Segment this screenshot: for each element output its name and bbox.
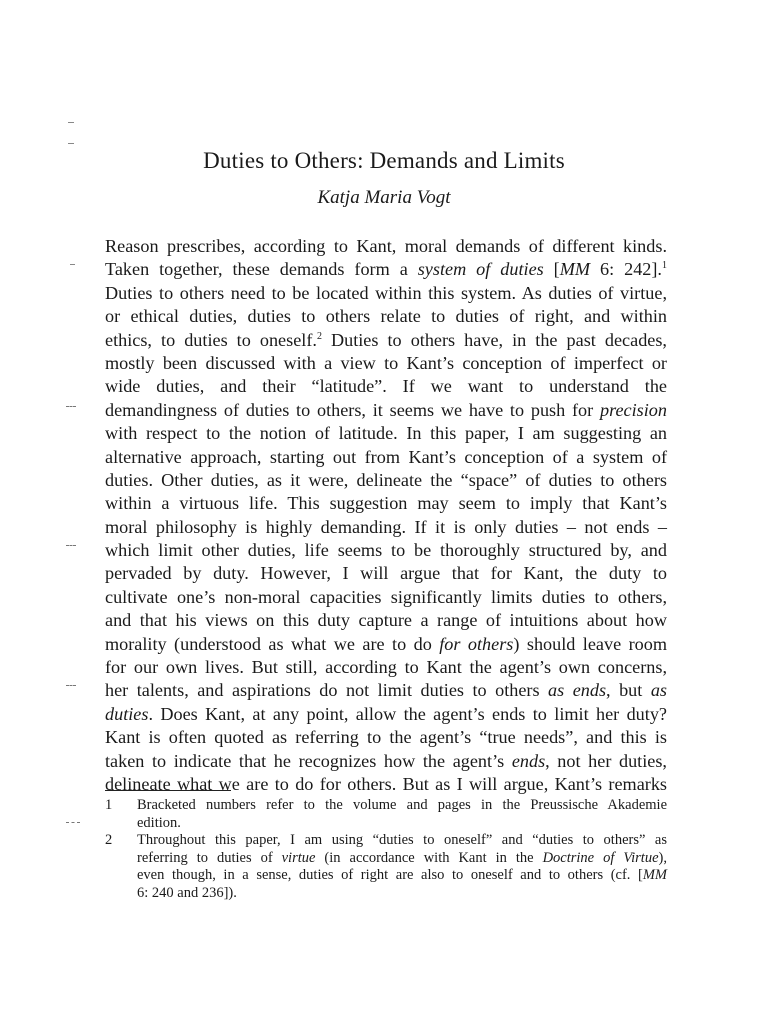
text-segment: alternative approach, starting out from Kant’s conception of a system of xyxy=(105,446,667,467)
footnote-line xyxy=(137,850,667,868)
page-title: Duties to Others: Demands and Limits xyxy=(203,148,565,173)
text-segment: virtue xyxy=(281,849,316,866)
text-segment: Bracketed numbers refer to the volume and pages in the Preussische Akademie xyxy=(137,797,667,813)
text-segment: 6: 242]. xyxy=(590,259,662,280)
footnote-rule xyxy=(105,790,231,791)
body-line xyxy=(105,375,667,398)
footnote-number: 2 xyxy=(105,832,113,848)
text-segment: wide duties, and their “latitude”. If we want to understand the xyxy=(105,376,667,397)
text-segment: delineate what we are to do for others. But as I will argue, Kant’s remarks xyxy=(105,773,667,794)
text-segment: for others xyxy=(439,633,514,654)
text-segment: morality (understood as what we are to do xyxy=(105,633,440,654)
body-line xyxy=(105,422,667,445)
text-segment: or ethical duties, duties to others relate to duties of right, and within xyxy=(105,306,667,327)
text-segment: Kant is often quoted as referring to the agent’s “true needs”, and this is xyxy=(105,727,667,748)
body-line xyxy=(105,492,667,515)
body-line xyxy=(105,586,667,609)
text-segment: 6: 240 and 236]). xyxy=(137,884,237,901)
text-segment: ends xyxy=(511,750,546,771)
footnote-line xyxy=(137,815,667,833)
text-segment: even though, in a sense, duties of right are also to oneself and to others (cf. [ xyxy=(137,867,643,883)
text-segment: within a virtuous life. This suggestion may seem to imply that Kant’s xyxy=(105,493,667,514)
author-name: Katja Maria Vogt xyxy=(317,187,451,208)
body-line xyxy=(105,539,667,562)
body-text xyxy=(105,235,667,796)
body-line xyxy=(105,516,667,539)
footnote-line xyxy=(137,832,667,850)
text-segment: , but xyxy=(606,680,651,701)
text-segment: Throughout this paper, I am using “duties to oneself” and “duties to others” as xyxy=(137,832,667,848)
footnote xyxy=(105,797,667,832)
text-segment: her talents, and aspirations do not limit duties to others xyxy=(105,680,549,701)
margin-mark xyxy=(68,143,74,144)
text-segment: edition. xyxy=(137,814,181,831)
body-line xyxy=(105,282,667,305)
body-line xyxy=(105,633,667,656)
text-segment: , not her duties, xyxy=(545,750,667,771)
footnote xyxy=(105,832,667,902)
text-segment: MM xyxy=(642,867,667,883)
text-segment: Reason prescribes, according to Kant, moral demands of different kinds. xyxy=(105,236,667,256)
text-segment: MM xyxy=(559,259,591,280)
body-line xyxy=(105,750,667,773)
text-segment: referring to duties of xyxy=(137,849,282,866)
text-segment: mostly been discussed with a view to Kant’s conception of imperfect or xyxy=(105,352,667,373)
margin-mark xyxy=(66,545,76,546)
body-line xyxy=(105,469,667,492)
text-segment: taken to indicate that he recognizes how the agent’s xyxy=(105,750,512,771)
body-line xyxy=(105,235,667,258)
text-segment: for our own lives. But still, according to Kant the agent’s own concerns, xyxy=(105,657,667,678)
text-segment: demandingness of duties to others, it seems we have to push for xyxy=(105,399,600,420)
body-line xyxy=(105,446,667,469)
body-line xyxy=(105,258,667,281)
footnote-ref[interactable]: 2 xyxy=(316,330,322,342)
text-segment: [ xyxy=(543,259,560,280)
text-segment: ), xyxy=(658,849,667,866)
text-segment: which limit other duties, life seems to be thoroughly structured by, and xyxy=(105,540,667,561)
text-segment: as ends xyxy=(548,680,607,701)
text-segment: . Does Kant, at any point, allow the agent’s ends to limit her duty? xyxy=(148,703,667,724)
text-segment: moral philosophy is highly demanding. If it is only duties – not ends – xyxy=(105,516,667,537)
body-line xyxy=(105,609,667,632)
text-segment: Taken together, these demands form a xyxy=(105,259,418,280)
body-line xyxy=(105,703,667,726)
footnote-line xyxy=(137,797,667,815)
footnote-line xyxy=(137,885,667,903)
text-segment: (in accordance with Kant in the xyxy=(315,849,543,866)
body-line xyxy=(105,726,667,749)
text-segment: cultivate one’s non-moral capacities significantly limits duties to others, xyxy=(105,586,667,607)
footnote-number: 1 xyxy=(105,797,113,813)
text-segment: with respect to the notion of latitude. In this paper, I am suggesting an xyxy=(105,423,667,444)
text-segment: as xyxy=(650,680,667,701)
text-segment: Doctrine of Virtue xyxy=(542,849,659,866)
text-segment: duties xyxy=(105,703,149,724)
footnotes xyxy=(105,797,667,902)
text-segment: ) should leave room xyxy=(513,633,667,654)
body-line xyxy=(105,679,667,702)
margin-mark xyxy=(66,685,76,686)
text-segment: precision xyxy=(599,399,667,420)
text-segment: Duties to others need to be located within this system. As duties of virtue, xyxy=(105,282,667,303)
text-segment: Duties to others have, in the past decades, xyxy=(321,329,667,350)
text-segment: ethics, to duties to oneself. xyxy=(105,329,317,350)
body-line xyxy=(105,352,667,375)
body-line xyxy=(105,399,667,422)
footnote-line xyxy=(137,867,667,885)
text-segment: system of duties xyxy=(417,259,544,280)
margin-mark xyxy=(66,406,76,407)
text-segment: pervaded by duty. However, I will argue that for Kant, the duty to xyxy=(105,563,667,584)
text-segment: and that his views on this duty capture a range of intuitions about how xyxy=(105,610,667,631)
margin-mark xyxy=(70,264,75,265)
footnote-ref[interactable]: 1 xyxy=(661,260,667,272)
body-line xyxy=(105,773,667,796)
body-line xyxy=(105,305,667,328)
body-line xyxy=(105,329,667,352)
margin-mark xyxy=(66,822,80,823)
body-line xyxy=(105,656,667,679)
text-segment: duties. Other duties, as it were, delineate the “space” of duties to others xyxy=(105,469,667,490)
body-line xyxy=(105,562,667,585)
margin-mark xyxy=(68,122,74,123)
